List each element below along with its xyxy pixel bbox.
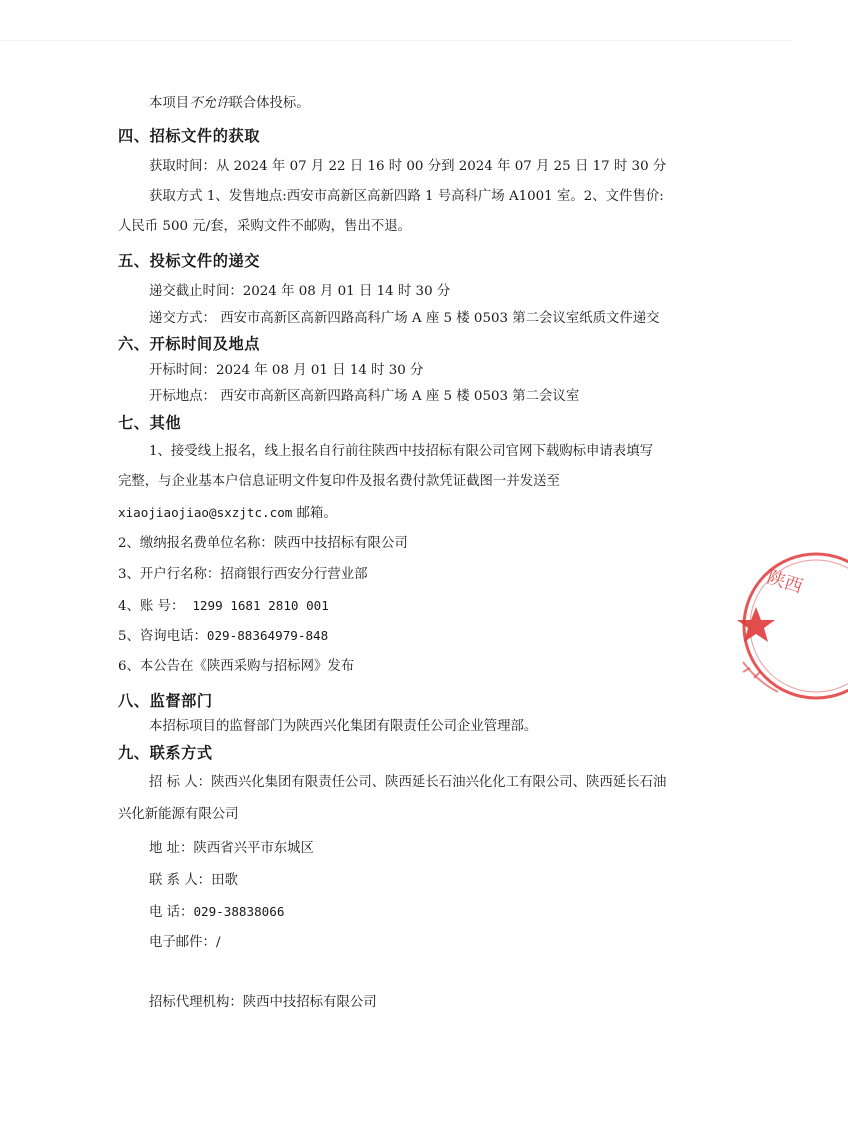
contact-address: 地 址：陕西省兴平市东城区	[149, 841, 314, 856]
consortium-emphasis: 不允许	[189, 96, 230, 111]
bank-name: 3、开户行名称：招商银行西安分行营业部	[118, 567, 368, 582]
contact-person: 联 系 人：田歌	[149, 873, 238, 888]
contact-phone: 029-38838066	[193, 904, 285, 919]
online-registration-line-1: 1、接受线上报名，线上报名自行前往陕西中技招标有限公司官网下载购标申请表填写	[149, 444, 653, 459]
tenderer-line-2: 兴化新能源有限公司	[118, 807, 239, 822]
consult-phone: 029-88364979-848	[206, 628, 329, 643]
registration-email[interactable]: xiaojiaojiao@sxzjtc.com	[118, 505, 293, 520]
account-number-line: 4、账 号： 1299 1681 2810 001	[118, 598, 329, 614]
contact-phone-line: 电 话：029-38838066	[149, 904, 285, 920]
page-top-rule	[0, 40, 793, 41]
contact-email: 电子邮件：/	[149, 935, 221, 950]
section-7-heading: 七、其他	[118, 414, 182, 432]
supervision-department: 本招标项目的监督部门为陕西兴化集团有限责任公司企业管理部。	[149, 719, 538, 734]
online-registration-line-2: 完整，与企业基本户信息证明文件复印件及报名费付款凭证截图一并发送至	[118, 474, 560, 489]
consult-phone-line: 5、咨询电话：029-88364979-848	[118, 628, 329, 644]
section-5-heading: 五、投标文件的递交	[118, 252, 261, 270]
registration-email-line: xiaojiaojiao@sxzjtc.com 邮箱。	[118, 505, 337, 521]
section-8-heading: 八、监督部门	[118, 692, 213, 710]
acquisition-method-line-1: 获取方式 1、发售地点:西安市高新区高新四路 1 号高科广场 A1001 室。2、文件售价:	[149, 189, 664, 204]
tenderer-line-1: 招 标 人：陕西兴化集团有限责任公司、陕西延长石油兴化化工有限公司、陕西延长石油	[149, 775, 667, 790]
company-seal-icon	[738, 542, 848, 712]
seal-text: 陕西	[764, 566, 806, 598]
submission-method: 递交方式： 西安市高新区高新四路高科广场 A 座 5 楼 0503 第二会议室纸质文件递交	[149, 311, 660, 326]
document-acquisition-time: 获取时间：从 2024 年 07 月 22 日 16 时 00 分到 2024 年 07 月 25 日 17 时 30 分	[149, 159, 667, 174]
acquisition-method-line-2: 人民币 500 元/套，采购文件不邮购，售出不退。	[118, 219, 412, 234]
section-6-heading: 六、开标时间及地点	[118, 335, 261, 353]
submission-deadline: 递交截止时间：2024 年 08 月 01 日 14 时 30 分	[149, 284, 451, 299]
fee-payee-name: 2、缴纳报名费单位名称：陕西中技招标有限公司	[118, 536, 408, 551]
bid-opening-time: 开标时间：2024 年 08 月 01 日 14 时 30 分	[149, 363, 424, 378]
bid-opening-place: 开标地点： 西安市高新区高新四路高科广场 A 座 5 楼 0503 第二会议室	[149, 389, 580, 404]
consortium-statement: 本项目不允许联合体投标。	[149, 96, 310, 111]
section-4-heading: 四、招标文件的获取	[118, 127, 261, 145]
section-9-heading: 九、联系方式	[118, 744, 213, 762]
tender-agency: 招标代理机构：陕西中技招标有限公司	[149, 995, 377, 1010]
publication-notice: 6、本公告在《陕西采购与招标网》发布	[118, 659, 355, 674]
account-number: 1299 1681 2810 001	[192, 598, 329, 613]
